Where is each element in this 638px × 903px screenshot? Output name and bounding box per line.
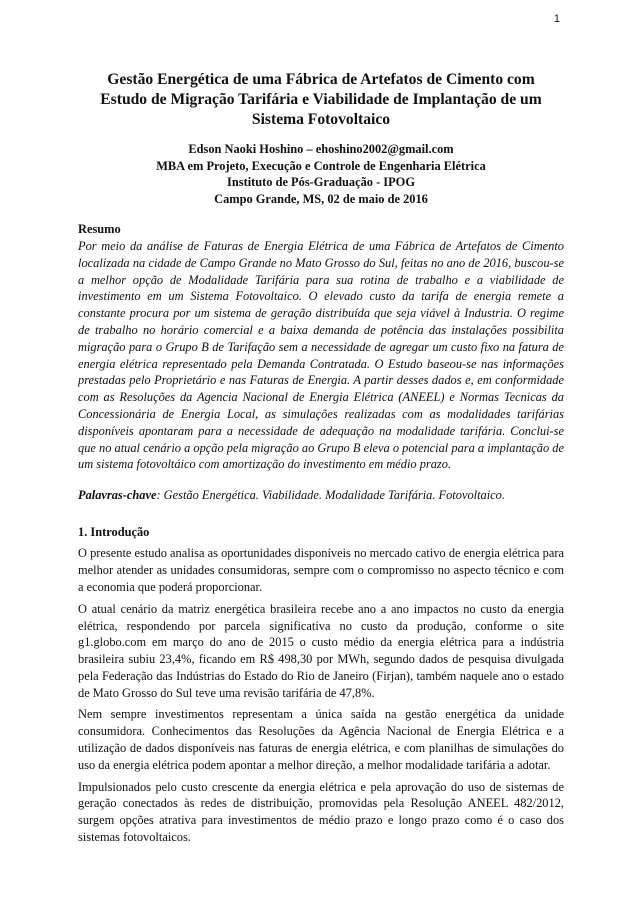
intro-paragraph: Impulsionados pelo custo crescente da energia elétrica e pela aprovação do uso de sistemas de geração conectados às redes de distribuição, promovidas pela Resolução ANEEL 482/2012, surgem opções atrativa para investimentos de médio prazo e longo prazo como é o caso dos sistemas fotovoltaicos. <box>78 779 564 845</box>
keywords-label: Palavras-chave <box>78 488 157 503</box>
keywords-text: : Gestão Energética. Viabilidade. Modalidade Tarifária. Fotovoltaico. <box>156 488 505 503</box>
section-heading-introduction: 1. Introdução <box>78 524 150 539</box>
intro-paragraph: Nem sempre investimentos representam a única saída na gestão energética da unidade consumidora. Conhecimentos das Resoluções da Agência Nacional de Energia Elétrica e a utilização de dados disponíveis nas faturas de energia elétrica, e com planilhas de simulações do uso da energia elétrica podem apontar a melhor direção, a melhor modalidade tarifária a adotar. <box>78 707 564 772</box>
abstract-text: Por meio da análise de Faturas de Energia Elétrica de uma Fábrica de Artefatos de Cimento localizada na cidade de Campo Grande no Mato Grosso do Sul, feitas no ano de 2016, buscou-se a melhor opção de Modalidade Tarifária para sua rotina de trabalho e a viabilidade de investimento em um Sistema Fotovoltaico. O elevado custo da tarifa de energia remete a constante procura por um sistema de geração distribuída que seja viável à Industria. O regime de trabalho no horário comercial e a baixa demanda de potência das instalações possibilita migração para o Grupo B de Tarifação sem a necessidade de agregar um custo fixo na fatura de energia elétrica representado pela Demanda Contratada. O Estudo baseou-se nas informações prestadas pelo Proprietário e nas Faturas de Energia. A partir desses dados e, em conformidade com as Resoluções da Agencia Nacional de Energia Elétrica (ANEEL) e Normas Tecnicas da Concessionária de Energia Local, as simulações realizadas com as modalidades tarifárias disponíveis apontaram para a necessidade de adequação na modalidade tarifária. Conclui-se que no atual cenário a opção pela migração ao Grupo B eleva o potencial para a implantação de um sistema fotovoltáico com amortização do investimento em médio prazo. <box>78 238 564 472</box>
document-body <box>78 70 564 851</box>
paper-title: Gestão Energética de uma Fábrica de Artefatos de Cimento com Estudo de Migração Tarifária e Viabilidade de Implantação de um Sistema Fotovoltaico <box>100 71 542 128</box>
keywords-line <box>78 487 564 504</box>
author-block <box>78 141 564 207</box>
program-line: MBA em Projeto, Execução e Controle de Engenharia Elétrica <box>156 158 486 173</box>
intro-paragraph: O atual cenário da matriz energética brasileira recebe ano a ano impactos no custo da energia elétrica, respondendo por parcela significativa no custo da produção, conforme o site g1.globo.com em março do ano de 2015 o custo médio da energia elétrica para a indústria brasileira subiu 23,4%, ficando em R$ 498,30 por MWh, segundo dados de pesquisa divulgada pela Federação das Indústrias do Estado do Rio de Janeiro (Firjan), também naquele ano o estado de Mato Grosso do Sul teve uma revisão tarifária de 47,8%. <box>78 601 564 700</box>
institution-line: Instituto de Pós-Graduação - IPOG <box>227 175 415 190</box>
place-date-line: Campo Grande, MS, 02 de maio de 2016 <box>214 191 428 206</box>
intro-paragraph: O presente estudo analisa as oportunidades disponíveis no mercado cativo de energia elétrica para melhor atender as unidades consumidoras, sempre com o compromisso no aspecto técnico e com a economia que poderá proporcionar. <box>78 546 564 594</box>
abstract-heading: Resumo <box>78 222 121 237</box>
page-number: 1 <box>553 13 560 25</box>
author-line: Edson Naoki Hoshino – ehoshino2002@gmail.com <box>188 142 454 156</box>
